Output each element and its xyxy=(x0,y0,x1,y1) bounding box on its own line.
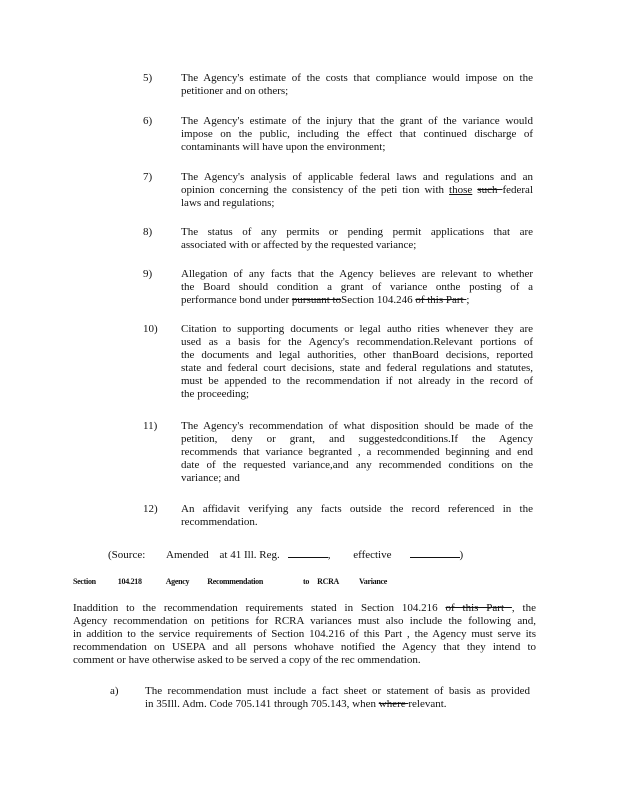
section-title-word: Agency xyxy=(165,577,190,586)
item-number: a) xyxy=(110,685,119,697)
item-number: 10) xyxy=(143,323,158,335)
source-open: (Source: xyxy=(108,549,146,561)
text-line: the Board should condition a grant of variance onthe posting of a xyxy=(181,281,533,293)
text-run: Inaddition to the recommendation requirements stated in Section 104.216 xyxy=(73,602,446,614)
item-text xyxy=(181,323,533,401)
text-line: The recommendation must include a fact sheet or statement of basis as provided xyxy=(145,685,530,697)
item-number: 6) xyxy=(143,115,153,127)
deleted-text: where xyxy=(378,698,409,710)
text-line: petition, deny or grant, and suggestedconditions.If the Agency xyxy=(181,433,533,445)
deleted-text: such xyxy=(477,184,503,196)
item-text xyxy=(181,503,533,529)
text-line: state and federal court decisions, state and federal regulations and statutes, xyxy=(181,362,533,374)
text-line: An affidavit verifying any facts outside the record referenced in the xyxy=(181,503,533,515)
text-run: relevant. xyxy=(408,698,447,710)
text-line: recommendation on USEPA and all persons whohave notified the Agency that they intend to xyxy=(73,641,536,653)
text-line: Allegation of any facts that the Agency believes are relevant to whether xyxy=(181,268,533,280)
section-heading xyxy=(73,575,387,588)
section-title-word: Variance xyxy=(359,577,387,586)
item-text xyxy=(181,72,533,98)
text-line: The Agency's analysis of applicable federal laws and regulations and an xyxy=(181,171,533,183)
source-amended: Amended xyxy=(166,549,209,561)
deleted-text: of this Part xyxy=(415,294,467,306)
text-line: Citation to supporting documents or legal autho rities whenever they are xyxy=(181,323,533,335)
text-line: the documents and legal authorities, other thanBoard decisions, reported xyxy=(181,349,533,361)
item-text xyxy=(145,685,530,711)
item-text xyxy=(181,115,533,154)
section-paragraph xyxy=(73,602,536,667)
source-note xyxy=(108,546,471,562)
item-text xyxy=(181,420,533,485)
item-text xyxy=(181,226,533,252)
text-line: The Agency's recommendation of what disposition should be made of the xyxy=(181,420,533,432)
text-line xyxy=(181,294,533,307)
text-run: Section 104.246 xyxy=(341,294,416,306)
text-line: The status of any permits or pending permit applications that are xyxy=(181,226,533,238)
text-run: federal xyxy=(502,184,533,196)
text-line: Agency recommendation on petitions for RCRA variances must also include the following and, xyxy=(73,615,536,627)
text-run: , the xyxy=(511,602,536,614)
text-line: laws and regulations; xyxy=(181,197,275,209)
text-line xyxy=(181,184,533,197)
item-number: 11) xyxy=(143,420,158,432)
text-line: in addition to the service requirements of Section 104.216 of this Part , the Agency must serve its xyxy=(73,628,536,640)
text-line: date of the requested variance,and any recommended conditions on the xyxy=(181,459,533,471)
item-number: 12) xyxy=(143,503,158,515)
text-line: associated with or affected by the requested variance; xyxy=(181,239,417,251)
text-line: must be appended to the recommendation if not already in the record of xyxy=(181,375,533,387)
section-title-word: RCRA xyxy=(317,577,340,586)
item-number: 9) xyxy=(143,268,153,280)
text-line: recommendation. xyxy=(181,516,258,528)
source-comma: , xyxy=(327,549,331,561)
register-blank xyxy=(288,546,328,558)
source-close: ) xyxy=(459,549,464,561)
section-number: 104.218 xyxy=(117,577,142,586)
text-line: petitioner and on others; xyxy=(181,85,289,97)
text-run: ; xyxy=(466,294,470,306)
deleted-text: pursuant to xyxy=(291,294,342,306)
text-line: The Agency's estimate of the injury that the grant of the variance would xyxy=(181,115,533,127)
item-text xyxy=(181,171,533,210)
deleted-text: of this Part xyxy=(445,602,512,614)
item-text xyxy=(181,268,533,307)
text-run: in 35Ill. Adm. Code 705.141 through 705.143, when xyxy=(145,698,379,710)
text-line: The Agency's estimate of the costs that compliance would impose on the xyxy=(181,72,533,84)
text-line: comment or have otherwise asked to be served a copy of the rec ommendation. xyxy=(73,654,421,666)
inserted-text: those xyxy=(449,184,473,196)
source-register: at 41 Ill. Reg. xyxy=(219,549,280,561)
text-line: used as a basis for the Agency's recommendation.Relevant portions of xyxy=(181,336,533,348)
text-run: opinion concerning the consistency of the peti tion with xyxy=(181,184,450,196)
text-line xyxy=(73,602,536,615)
item-number: 7) xyxy=(143,171,153,183)
text-line: impose on the public, including the effect that continued discharge of xyxy=(181,128,533,140)
text-line: contaminants will have upon the environment; xyxy=(181,141,386,153)
text-line xyxy=(145,698,530,711)
section-label: Section xyxy=(73,577,96,586)
text-line: recommends that variance begranted , a recommended beginning and end xyxy=(181,446,533,458)
text-line: variance; and xyxy=(181,472,240,484)
text-run: performance bond under xyxy=(181,294,292,306)
effective-blank xyxy=(410,546,460,558)
section-title-word: Recommendation xyxy=(207,577,264,586)
item-number: 5) xyxy=(143,72,153,84)
item-number: 8) xyxy=(143,226,153,238)
source-effective: effective xyxy=(353,549,392,561)
text-line: the proceeding; xyxy=(181,388,250,400)
section-title-word: to xyxy=(303,577,310,586)
